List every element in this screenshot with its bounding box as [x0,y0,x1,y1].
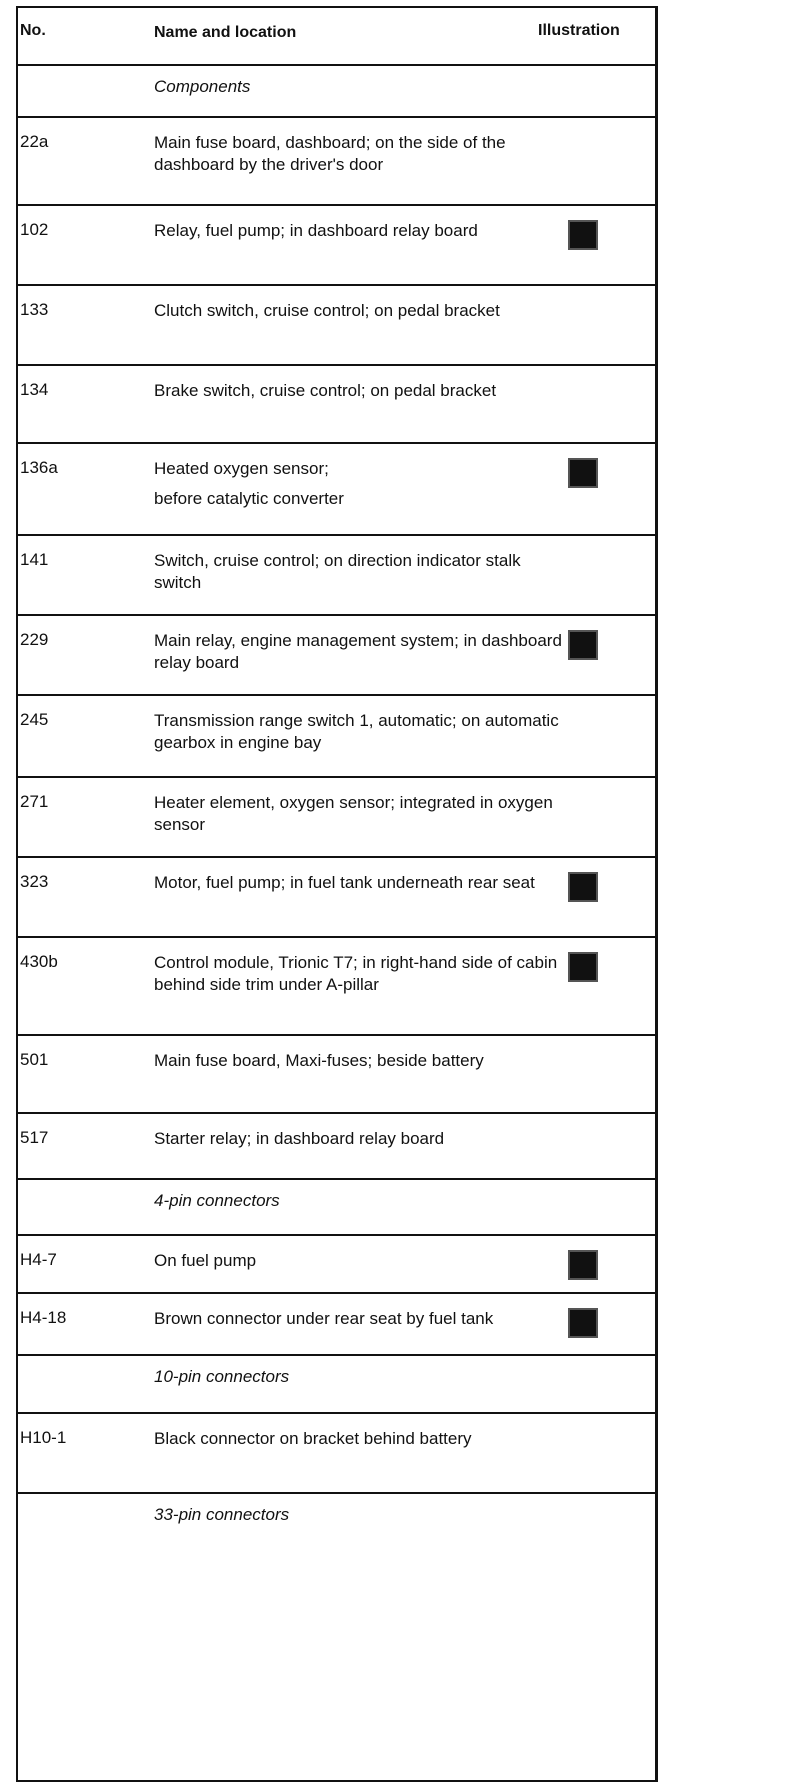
illustration-marker-icon [568,630,598,660]
table-row [18,116,655,204]
row-name-text: 33-pin connectors [154,1505,290,1524]
row-name-location [154,1050,564,1072]
row-name-location [154,1308,564,1330]
row-name-text: 10-pin connectors [154,1367,290,1386]
row-number: 141 [20,550,49,569]
table-row [18,856,655,936]
row-number: 102 [20,220,49,239]
row-name-location [154,220,564,242]
table-row [18,936,655,1034]
illustration-marker-icon [568,952,598,982]
table-row [18,1412,655,1492]
table-row [18,1234,655,1292]
row-number: 501 [20,1050,49,1069]
row-number: 245 [20,710,49,729]
table-row [18,1292,655,1354]
row-name-text: Starter relay; in dashboard relay board [154,1129,445,1148]
row-number: H4-7 [20,1250,57,1269]
table-row [18,614,655,694]
row-number: 229 [20,630,49,649]
table-row [18,204,655,284]
row-number: 430b [20,952,58,971]
row-number: 271 [20,792,49,811]
row-name-text: Main relay, engine management system; in dashboard relay board [154,631,562,672]
table-body [18,64,655,1558]
section-row [18,1178,655,1234]
row-name-text: Heater element, oxygen sensor; integrated in oxygen sensor [154,793,553,834]
section-title [154,1504,564,1526]
illustration-marker-icon [568,1250,598,1280]
row-name-text-2: before catalytic converter [154,489,344,508]
row-number: H10-1 [20,1428,67,1447]
row-name-location [154,1250,564,1272]
row-name-text: On fuel pump [154,1251,257,1270]
row-name-location [154,550,564,594]
row-name-text: Transmission range switch 1, automatic; on automatic gearbox in engine bay [154,711,559,752]
row-name-text: Control module, Trionic T7; in right-hand side of cabin behind side trim under A-pillar [154,953,558,994]
row-number: 22a [20,132,49,151]
illustration-marker-icon [568,458,598,488]
row-name-location [154,1128,564,1150]
header-name: Name and location [154,24,297,41]
table-row [18,442,655,534]
row-number: 517 [20,1128,49,1147]
table-row [18,694,655,776]
illustration-marker-icon [568,220,598,250]
table-row [18,364,655,442]
row-name-text: Main fuse board, dashboard; on the side of the dashboard by the driver's door [154,133,506,174]
section-title [154,76,564,98]
row-name-location [154,630,564,674]
row-name-text: Heated oxygen sensor; [154,459,329,478]
row-number: H4-18 [20,1308,67,1327]
row-name-location [154,952,564,996]
row-name-text: Main fuse board, Maxi-fuses; beside battery [154,1051,484,1070]
row-number: 133 [20,300,49,319]
component-table [16,6,658,1782]
section-row [18,1354,655,1412]
row-name-location [154,1428,564,1450]
section-title [154,1366,564,1388]
illustration-marker-icon [568,1308,598,1338]
row-name-location [154,380,564,402]
row-name-text: Black connector on bracket behind battery [154,1429,472,1448]
row-name-text: Brake switch, cruise control; on pedal bracket [154,381,497,400]
header-no: No. [20,22,46,39]
section-title [154,1190,564,1212]
row-number: 136a [20,458,58,477]
row-name-location [154,300,564,322]
row-name-location [154,792,564,836]
table-row [18,1034,655,1112]
illustration-marker-icon [568,872,598,902]
header-illustration: Illustration [538,22,620,39]
row-name-location [154,458,564,510]
section-row [18,64,655,116]
row-name-location [154,872,564,894]
row-number: 134 [20,380,49,399]
table-row [18,1112,655,1178]
row-name-text: Components [154,77,251,96]
row-name-location [154,132,564,176]
table-row [18,284,655,364]
row-name-text: Motor, fuel pump; in fuel tank underneath rear seat [154,873,535,892]
row-name-text: Clutch switch, cruise control; on pedal bracket [154,301,500,320]
row-name-text: Brown connector under rear seat by fuel tank [154,1309,494,1328]
row-name-text: Switch, cruise control; on direction indicator stalk switch [154,551,521,592]
section-row [18,1492,655,1558]
row-name-location [154,710,564,754]
table-row [18,534,655,614]
table-row [18,776,655,856]
row-name-text: Relay, fuel pump; in dashboard relay board [154,221,478,240]
table-header [18,6,655,64]
row-number: 323 [20,872,49,891]
row-name-text: 4-pin connectors [154,1191,280,1210]
